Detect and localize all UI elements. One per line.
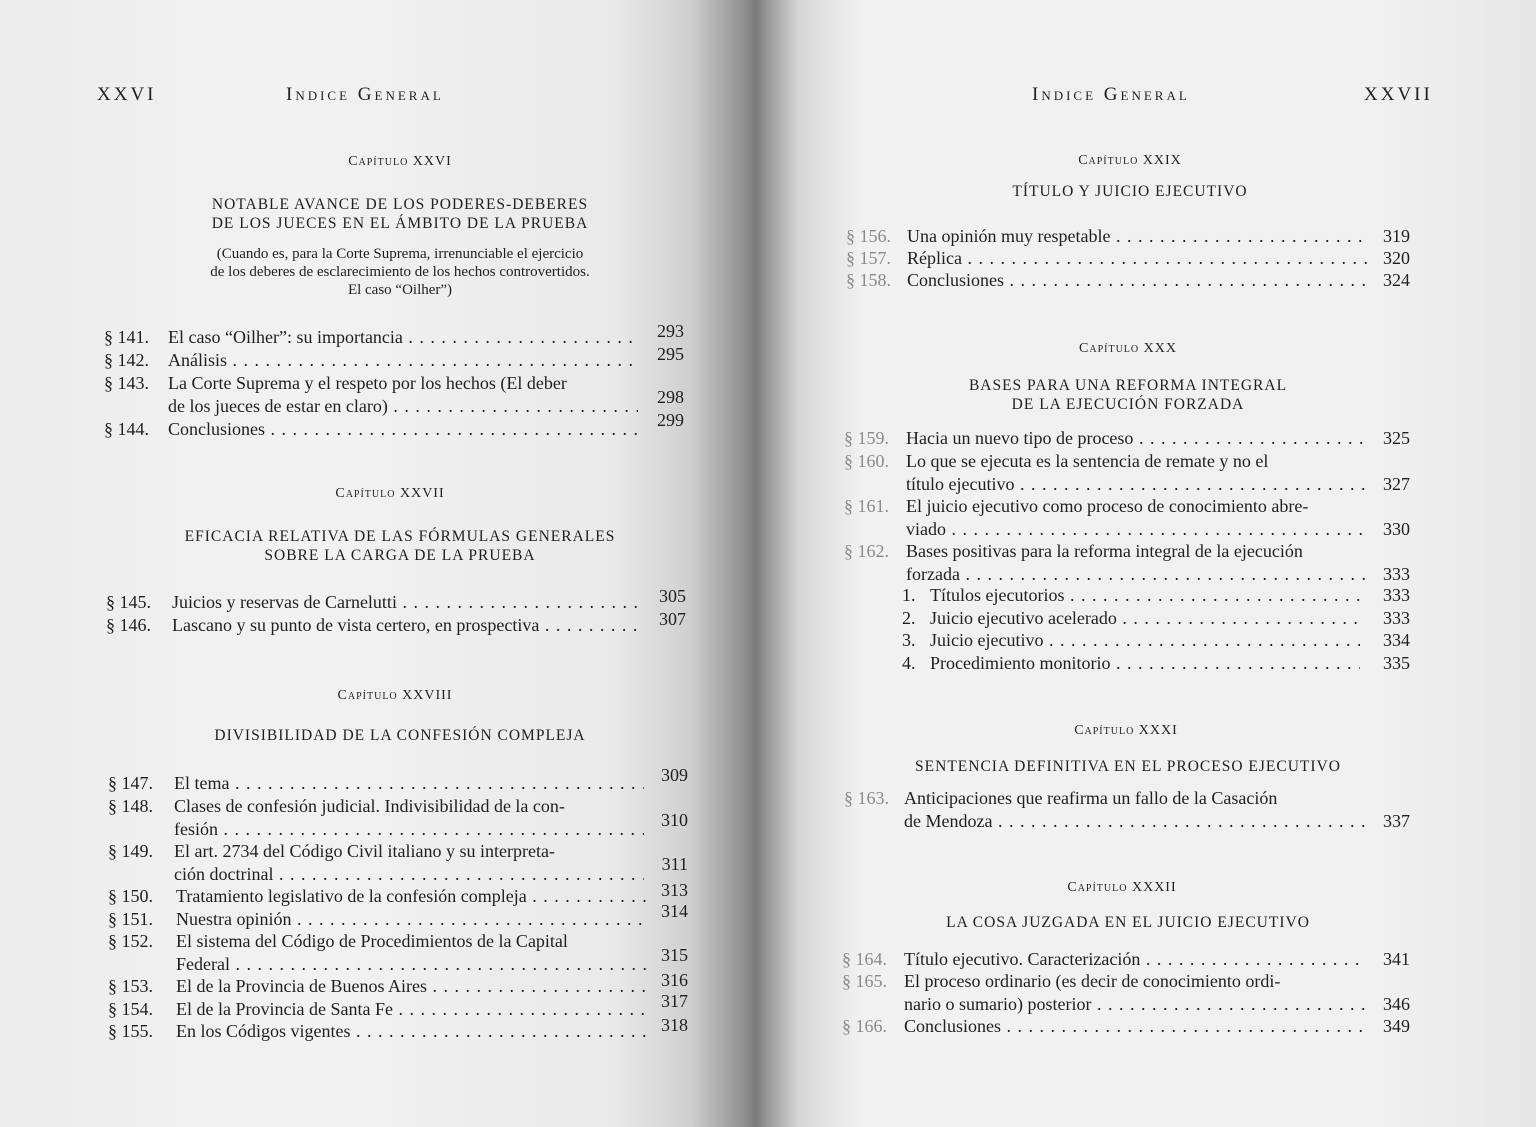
page-number: 335 (1383, 653, 1410, 673)
entry-title: El juicio ejecutivo como proceso de conocimiento abre- (906, 496, 1309, 516)
chapter-label: Capítulo XXVIII (337, 688, 453, 703)
subentry-number: 4. (902, 653, 916, 673)
toc-entry[interactable] (108, 901, 688, 931)
entry-title: Título ejecutivo. Caracterización . . . (904, 948, 1366, 971)
toc-subentry[interactable] (902, 584, 1416, 607)
section-number: § 146. (106, 615, 151, 635)
entry-title: Lo que se ejecuta es la sentencia de remate y no el (906, 451, 1269, 471)
right-folio: XXVII (1364, 84, 1433, 105)
toc-subentry[interactable] (902, 652, 1416, 675)
toc-entry[interactable] (846, 247, 1416, 270)
subentry-number: 1. (902, 585, 916, 605)
entry-title: El sistema del Código de Procedimientos de la Capital (176, 931, 568, 951)
page-number: 314 (661, 901, 688, 921)
page-number: 330 (1383, 519, 1410, 539)
entry-title-cont: viado . . . (906, 518, 1366, 541)
toc-entry[interactable] (108, 795, 688, 841)
chapter-title: LA COSA JUZGADA EN EL JUICIO EJECUTIVO (946, 914, 1310, 931)
page-number: 319 (1383, 226, 1410, 246)
right-page (750, 0, 1536, 1127)
page-number: 320 (1383, 248, 1410, 268)
subentry-title: Juicio ejecutivo . . . (930, 629, 1360, 652)
toc-entry[interactable] (104, 372, 684, 418)
toc-entry[interactable] (844, 495, 1416, 541)
chapter-title: DIVISIBILIDAD DE LA CONFESIÓN COMPLEJA (214, 727, 586, 744)
entry-title-cont: de los jueces de estar en claro) . . . (168, 395, 638, 418)
section-number: § 144. (104, 419, 149, 439)
section-number: § 151. (108, 909, 153, 929)
section-number: § 162. (844, 541, 889, 561)
section-number: § 156. (846, 226, 891, 246)
subentry-number: 2. (902, 608, 916, 628)
section-number: § 142. (104, 350, 149, 370)
entry-title: En los Códigos vigentes . . . (176, 1020, 646, 1043)
chapter-label: Capítulo XXXII (1067, 880, 1177, 895)
chapter-label: Capítulo XXXI (1074, 723, 1178, 738)
toc-entry[interactable] (846, 269, 1416, 292)
toc-entry[interactable] (108, 1015, 688, 1043)
entry-title: El caso “Oilher”: su importancia . . . (168, 326, 638, 349)
toc-entry[interactable] (108, 880, 688, 908)
toc-entry[interactable] (104, 344, 684, 372)
toc-entry[interactable] (104, 410, 684, 441)
toc-entry[interactable] (844, 787, 1416, 833)
section-number: § 159. (844, 428, 889, 448)
chapter-title: BASES PARA UNA REFORMA INTEGRAL DE LA EJECUCIÓN FORZADA (968, 377, 1288, 413)
entry-title: El de la Provincia de Buenos Aires . . . (176, 975, 646, 998)
entry-title: Bases positivas para la reforma integral de la ejecución (906, 541, 1303, 561)
section-number: § 147. (108, 773, 153, 793)
entry-title: Juicios y reservas de Carnelutti . . . (172, 591, 642, 614)
page-number: 316 (661, 970, 688, 990)
chapter-title: SENTENCIA DEFINITIVA EN EL PROCESO EJECUTIVO (915, 758, 1341, 775)
toc-entry[interactable] (108, 930, 688, 976)
section-number: § 150. (108, 886, 153, 906)
entry-title: La Corte Suprema y el respeto por los hechos (El deber (168, 373, 567, 393)
entry-title: Análisis . . . (168, 349, 638, 372)
page-number: 317 (661, 991, 688, 1011)
toc-entry[interactable] (108, 765, 688, 795)
entry-title-cont: fesión . . . (174, 818, 644, 841)
section-number: § 145. (106, 592, 151, 612)
section-number: § 155. (108, 1021, 153, 1041)
toc-entry[interactable] (104, 321, 684, 349)
toc-subentry[interactable] (902, 629, 1416, 652)
page-number: 315 (661, 945, 688, 965)
entry-title: Nuestra opinión . . . (176, 908, 646, 931)
page-number: 298 (657, 387, 684, 407)
entry-title: El art. 2734 del Código Civil italiano y su interpreta- (174, 841, 555, 861)
section-number: § 157. (846, 248, 891, 268)
right-running-head: Indice General (1032, 84, 1190, 105)
chapter-label: Capítulo XXIX (1078, 153, 1182, 168)
section-number: § 166. (842, 1016, 887, 1036)
section-number: § 161. (844, 496, 889, 516)
chapter-label: Capítulo XXVI (348, 154, 452, 169)
subentry-number: 3. (902, 630, 916, 650)
section-number: § 165. (842, 971, 887, 991)
toc-entry[interactable] (106, 586, 686, 614)
toc-entry[interactable] (108, 970, 688, 998)
section-number: § 148. (108, 796, 153, 816)
page-number: 341 (1383, 949, 1410, 969)
page-number: 313 (661, 880, 688, 900)
toc-entry[interactable] (106, 609, 686, 637)
page-number: 337 (1383, 811, 1410, 831)
entry-title: Anticipaciones que reafirma un fallo de la Casación (904, 788, 1278, 808)
entry-title: Conclusiones . . . (168, 418, 638, 441)
section-number: § 141. (104, 327, 149, 347)
entry-title: Conclusiones . . . (904, 1015, 1366, 1038)
left-running-head: Indice General (286, 84, 444, 105)
toc-entry[interactable] (846, 225, 1416, 248)
toc-entry[interactable] (108, 840, 688, 886)
section-number: § 143. (104, 373, 149, 393)
chapter-title: EFICACIA RELATIVA DE LAS FÓRMULAS GENERALES SOBRE LA CARGA DE LA PRUEBA (184, 528, 616, 564)
entry-title-cont: de Mendoza . . . (904, 810, 1366, 833)
section-number: § 153. (108, 976, 153, 996)
entry-title-cont: título ejecutivo . . . (906, 473, 1366, 496)
section-number: § 154. (108, 999, 153, 1019)
left-page (0, 0, 745, 1127)
subentry-title: Procedimiento monitorio . . . (930, 652, 1360, 675)
chapter-title: TÍTULO Y JUICIO EJECUTIVO (1012, 183, 1248, 200)
toc-entry[interactable] (842, 1015, 1416, 1038)
section-number: § 164. (842, 949, 887, 969)
chapter-label: Capítulo XXVII (335, 486, 445, 501)
toc-entry[interactable] (108, 991, 688, 1021)
subentry-title: Títulos ejecutorios . . . (930, 584, 1360, 607)
page-number: 311 (661, 854, 688, 874)
toc-entry[interactable] (842, 948, 1416, 971)
toc-entry[interactable] (844, 450, 1416, 496)
page-number: 307 (659, 609, 686, 629)
entry-title-cont: forzada . . . (906, 563, 1366, 586)
page-number: 293 (657, 321, 684, 341)
page-number: 334 (1383, 630, 1410, 650)
page-number: 346 (1383, 994, 1410, 1014)
left-folio: XXVI (97, 84, 157, 105)
page-number: 309 (661, 765, 688, 785)
entry-title: El de la Provincia de Santa Fe . . . (176, 998, 646, 1021)
toc-entry[interactable] (842, 970, 1416, 1016)
section-number: § 152. (108, 931, 153, 951)
section-number: § 149. (108, 841, 153, 861)
entry-title: Clases de confesión judicial. Indivisibilidad de la con- (174, 796, 565, 816)
entry-title-cont: ción doctrinal . . . (174, 863, 644, 886)
entry-title: Hacia un nuevo tipo de proceso . . . (906, 427, 1366, 450)
chapter-title: NOTABLE AVANCE DE LOS PODERES-DEBERES DE LOS JUECES EN EL ÁMBITO DE LA PRUEBA (211, 196, 589, 232)
section-number: § 163. (844, 788, 889, 808)
page-number: 318 (661, 1015, 688, 1035)
toc-entry[interactable] (844, 427, 1416, 450)
page-number: 310 (661, 810, 688, 830)
page-number: 349 (1383, 1016, 1410, 1036)
page-number: 299 (657, 410, 684, 430)
entry-title-cont: Federal . . . (176, 953, 646, 976)
entry-title: El proceso ordinario (es decir de conocimiento ordi- (904, 971, 1281, 991)
page-number: 333 (1383, 564, 1410, 584)
entry-title: Lascano y su punto de vista certero, en prospectiva . . . (172, 614, 642, 637)
page-number: 333 (1383, 585, 1410, 605)
entry-title: Tratamiento legislativo de la confesión compleja . . . (176, 885, 646, 908)
section-number: § 158. (846, 270, 891, 290)
toc-entry[interactable] (844, 540, 1416, 586)
page-number: 324 (1383, 270, 1410, 290)
page-number: 325 (1383, 428, 1410, 448)
page-number: 327 (1383, 474, 1410, 494)
chapter-label: Capítulo XXX (1079, 341, 1177, 356)
entry-title: Conclusiones . . . (907, 269, 1367, 292)
section-number: § 160. (844, 451, 889, 471)
entry-title-cont: nario o sumario) posterior . . . (904, 993, 1366, 1016)
page-number: 305 (659, 586, 686, 606)
chapter-note: (Cuando es, para la Corte Suprema, irrenunciable el ejercicio de los deberes de esclarecimiento de los hechos controvertidos. El caso “Oilher”) (210, 246, 590, 298)
page-number: 295 (657, 344, 684, 364)
subentry-title: Juicio ejecutivo acelerado . . . (930, 607, 1360, 630)
page-number: 333 (1383, 608, 1410, 628)
entry-title: Una opinión muy respetable . . . (907, 225, 1367, 248)
toc-subentry[interactable] (902, 607, 1416, 630)
entry-title: Réplica . . . (907, 247, 1367, 270)
entry-title: El tema . . . (174, 772, 644, 795)
